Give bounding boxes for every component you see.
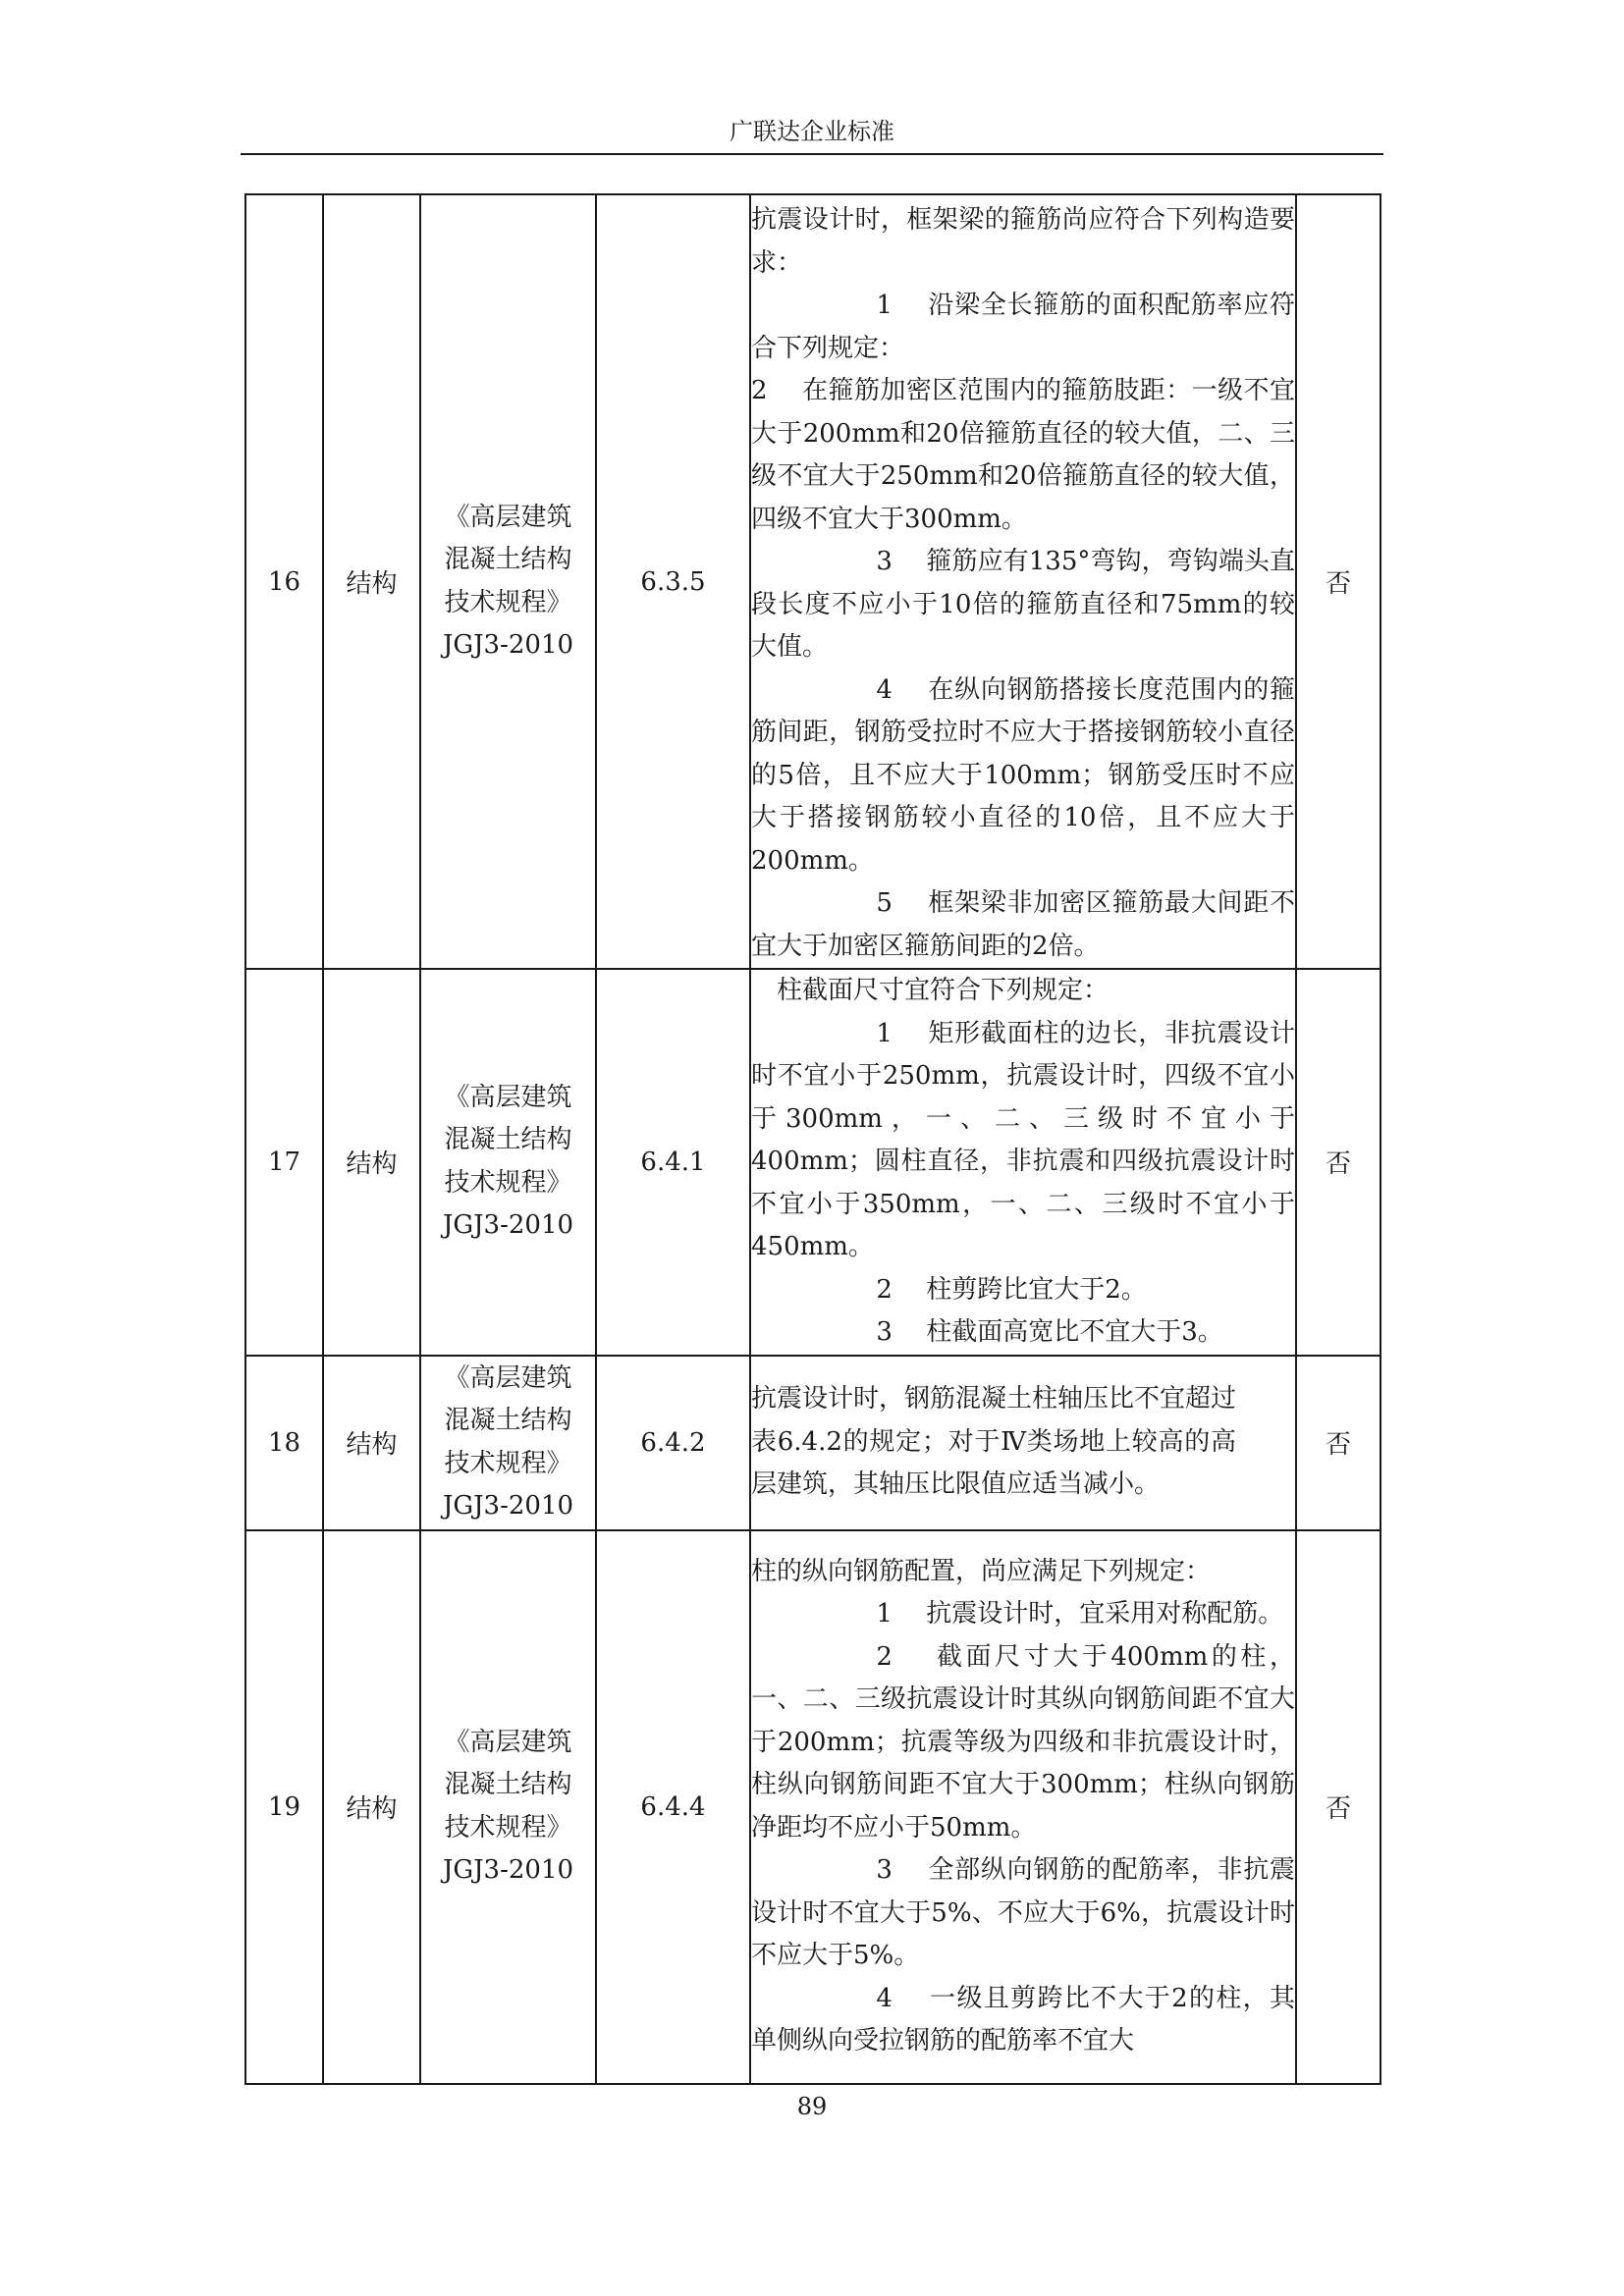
source-line: JGJ3-2010 bbox=[442, 1210, 574, 1241]
row-clause: 6.3.5 bbox=[596, 194, 750, 969]
desc-paragraph: 3 箍筋应有135°弯钩，弯钩端头直段长度不应小于10倍的箍筋直径和75mm的较大值。 bbox=[751, 547, 1295, 662]
source-line: JGJ3-2010 bbox=[442, 1855, 574, 1885]
desc-paragraph: 抗震设计时，框架梁的箍筋尚应符合下列构造要求： bbox=[751, 205, 1295, 278]
row-result: 否 bbox=[1296, 1530, 1380, 2084]
page-number: 89 bbox=[796, 2093, 828, 2120]
page-header-title: 广联达企业标准 bbox=[730, 118, 894, 145]
row-clause: 6.4.4 bbox=[596, 1530, 750, 2084]
source-line: 混凝土结构 bbox=[444, 1125, 572, 1155]
table-row bbox=[245, 194, 1380, 969]
source-line: 混凝土结构 bbox=[444, 1770, 572, 1799]
table-row bbox=[245, 1530, 1380, 2084]
row-result: 否 bbox=[1296, 1356, 1380, 1530]
desc-paragraph: 4 在纵向钢筋搭接长度范围内的箍筋间距，钢筋受拉时不应大于搭接钢筋较小直径的5倍，且不应大于100mm；钢筋受压时不应大于搭接钢筋较小直径的10倍，且不应大于200mm。 bbox=[751, 674, 1295, 876]
source-line: 技术规程》 bbox=[444, 587, 572, 617]
desc-paragraph: 抗震设计时，钢筋混凝土柱轴压比不宜超过表6.4.2的规定；对于Ⅳ类场地上较高的高层建筑，其轴压比限值应适当减小。 bbox=[751, 1384, 1237, 1500]
row-number: 17 bbox=[245, 969, 323, 1356]
source-line: 技术规程》 bbox=[444, 1448, 572, 1478]
row-source bbox=[420, 194, 596, 969]
row-description bbox=[750, 969, 1296, 1356]
row-number: 16 bbox=[245, 194, 323, 969]
desc-paragraph: 2 在箍筋加密区范围内的箍筋肢距：一级不宜大于200mm和20倍箍筋直径的较大值，二、三级不宜大于250mm和20倍箍筋直径的较大值，四级不宜大于300mm。 bbox=[751, 376, 1295, 534]
desc-paragraph: 1 抗震设计时，宜采用对称配筋。 bbox=[876, 1599, 1284, 1629]
row-clause: 6.4.1 bbox=[596, 969, 750, 1356]
desc-paragraph: 5 框架梁非加密区箍筋最大间距不宜大于加密区箍筋间距的2倍。 bbox=[751, 888, 1295, 961]
row-source bbox=[420, 1530, 596, 2084]
source-line: 《高层建筑 bbox=[444, 1082, 572, 1112]
source-line: 技术规程》 bbox=[444, 1167, 572, 1198]
row-description bbox=[750, 1356, 1296, 1530]
source-line: JGJ3-2010 bbox=[442, 630, 574, 660]
source-line: 《高层建筑 bbox=[444, 1362, 572, 1393]
source-line: JGJ3-2010 bbox=[442, 1491, 574, 1521]
source-line: 《高层建筑 bbox=[444, 502, 572, 532]
desc-paragraph: 2 截面尺寸大于400mm的柱，一、二、三级抗震设计时其纵向钢筋间距不宜大于200mm；抗震等级为四级和非抗震设计时，柱纵向钢筋间距不宜大于300mm；柱纵向钢筋净距均不应小于50mm。 bbox=[751, 1641, 1295, 1842]
desc-paragraph: 3 全部纵向钢筋的配筋率，非抗震设计时不宜大于5%、不应大于6%，抗震设计时不应大于5%。 bbox=[751, 1855, 1295, 1970]
source-line: 《高层建筑 bbox=[444, 1727, 572, 1757]
desc-paragraph: 柱的纵向钢筋配置，尚应满足下列规定： bbox=[751, 1556, 1212, 1586]
row-category: 结构 bbox=[323, 969, 420, 1356]
source-line: 技术规程》 bbox=[444, 1812, 572, 1842]
desc-paragraph: 柱截面尺寸宜符合下列规定： bbox=[777, 976, 1110, 1005]
source-line: 混凝土结构 bbox=[444, 545, 572, 574]
standards-table bbox=[244, 193, 1381, 2085]
desc-paragraph: 4 一级且剪跨比不大于2的柱，其单侧纵向受拉钢筋的配筋率不宜大 bbox=[751, 1983, 1295, 2056]
row-category: 结构 bbox=[323, 1356, 420, 1530]
row-category: 结构 bbox=[323, 1530, 420, 2084]
row-result: 否 bbox=[1296, 969, 1380, 1356]
desc-paragraph: 3 柱截面高宽比不宜大于3。 bbox=[876, 1317, 1223, 1347]
row-description bbox=[750, 1530, 1296, 2084]
desc-paragraph: 2 柱剪跨比宜大于2。 bbox=[876, 1274, 1147, 1305]
source-line: 混凝土结构 bbox=[444, 1406, 572, 1435]
row-result: 否 bbox=[1296, 194, 1380, 969]
row-number: 18 bbox=[245, 1356, 323, 1530]
desc-paragraph: 1 矩形截面柱的边长，非抗震设计时不宜小于250mm，抗震设计时，四级不宜小于300mm，一、二、三级时不宜小于400mm；圆柱直径，非抗震和四级抗震设计时不宜小于350mm，一、二、三级时不宜小于450mm。 bbox=[751, 1018, 1295, 1261]
row-source bbox=[420, 969, 596, 1356]
desc-paragraph: 1 沿梁全长箍筋的面积配筋率应符合下列规定： bbox=[751, 291, 1295, 363]
header-rule bbox=[241, 153, 1383, 155]
table-row bbox=[245, 969, 1380, 1356]
row-clause: 6.4.2 bbox=[596, 1356, 750, 1530]
row-source bbox=[420, 1356, 596, 1530]
row-number: 19 bbox=[245, 1530, 323, 2084]
table-row bbox=[245, 1356, 1380, 1530]
row-category: 结构 bbox=[323, 194, 420, 969]
row-description bbox=[750, 194, 1296, 969]
